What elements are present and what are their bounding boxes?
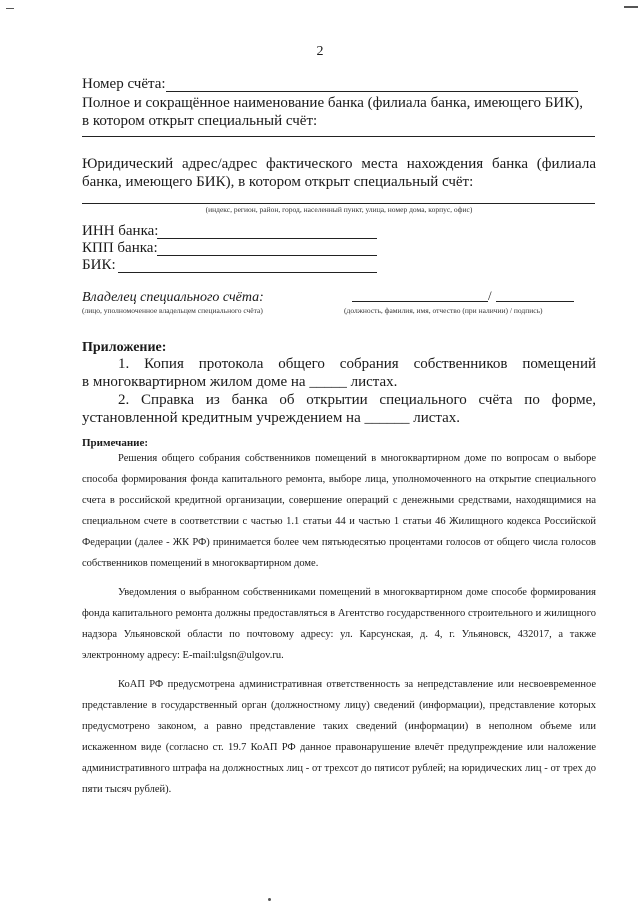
kpp-label: КПП банка: (82, 240, 158, 256)
note-paragraph-2: Уведомления о выбранном собственниками помещений в многоквартирном доме способе формирования фонда капитального ремонта должны предоставляться в Агентство государственного строительного и жилищного надзора Ульяновской области по почтовому адресу: ул. Карсунская, д. 4, г. Ульяновск, 432017, а также электронному адресу: E-mail:ulgsn@ulgov.ru. (82, 587, 596, 661)
note-paragraph-1: Решения общего собрания собственников помещений в многоквартирном доме по вопросам о выборе способа формирования фонда капитального ремонта, выборе лица, уполномоченного на открытие специального счета в российской кредитной организации, совершение операций с денежными средствами, находящимися на специальном счете в соответствии с частью 1.1 статьи 44 и частью 1 статьи 46 Жилищного кодекса Российской Федерации (далее - ЖК РФ) принимается более чем пятьюдесятью процентами голосов от общего числа голосов собственников помещений в многоквартирном доме. (82, 453, 596, 569)
attachment-heading: Приложение: (82, 340, 167, 355)
page-number: 2 (316, 44, 324, 59)
attachment-item-2-line-1: 2. Справка из банка об открытии специального счёта по форме, (118, 392, 596, 408)
note-paragraph-3: КоАП РФ предусмотрена административная ответственность за непредставление или несвоевременное представление в государственный орган (должностному лицу) сведений (информации), представление которых предусмотрено законом, а равно представление таких сведений (информации) в неполном объеме или искаженном виде (согласно ст. 19.7 КоАП РФ данное правонарушение влечёт предупреждение или наложение административного штрафа на должностных лиц - от трехсот до пятисот рублей; на юридических лиц - от трех до пяти тысяч рублей). (82, 679, 596, 795)
bik-line (118, 272, 377, 273)
attachment-item-1-line-1: 1. Копия протокола общего собрания собственников помещений (118, 356, 596, 372)
bank-name-line-2: в котором открыт специальный счёт: (82, 113, 318, 129)
account-number-line (166, 91, 578, 92)
scan-mark-bottom (268, 898, 271, 901)
address-fill-line (82, 203, 595, 204)
scan-mark-top-right (624, 6, 638, 8)
owner-position-line (352, 301, 488, 302)
bik-label: БИК: (82, 257, 116, 273)
kpp-line (157, 255, 377, 256)
attachment-item-2-line-2: установленной кредитным учреждением на ______ листах. (82, 410, 461, 426)
owner-label: Владелец специального счёта: (82, 290, 264, 305)
address-line-2: банка, имеющего БИК), в котором открыт специальный счёт: (82, 174, 474, 190)
note-heading: Примечание: (82, 437, 149, 449)
inn-label: ИНН банка: (82, 223, 159, 239)
inn-line (157, 238, 377, 239)
bank-name-line-1: Полное и сокращённое наименование банка (филиала банка, имеющего БИК), (82, 95, 583, 111)
owner-hint-right: (должность, фамилия, имя, отчество (при наличии) / подпись) (344, 306, 543, 315)
address-line-1: Юридический адрес/адрес фактического места нахождения банка (филиала (82, 156, 596, 172)
owner-slash: / (488, 288, 492, 303)
owner-signature-line (496, 301, 574, 302)
bank-name-fill-line (82, 136, 595, 137)
note-body (82, 448, 596, 808)
address-hint: (индекс, регион, район, город, населенный пункт, улица, номер дома, корпус, офис) (205, 205, 473, 214)
account-number-label: Номер счёта: (82, 76, 166, 92)
owner-hint-left: (лицо, уполномоченное владельцем специального счёта) (82, 306, 263, 315)
attachment-item-1-line-2: в многоквартирном жилом доме на _____ листах. (82, 374, 398, 390)
scan-mark-top-left (6, 8, 14, 9)
